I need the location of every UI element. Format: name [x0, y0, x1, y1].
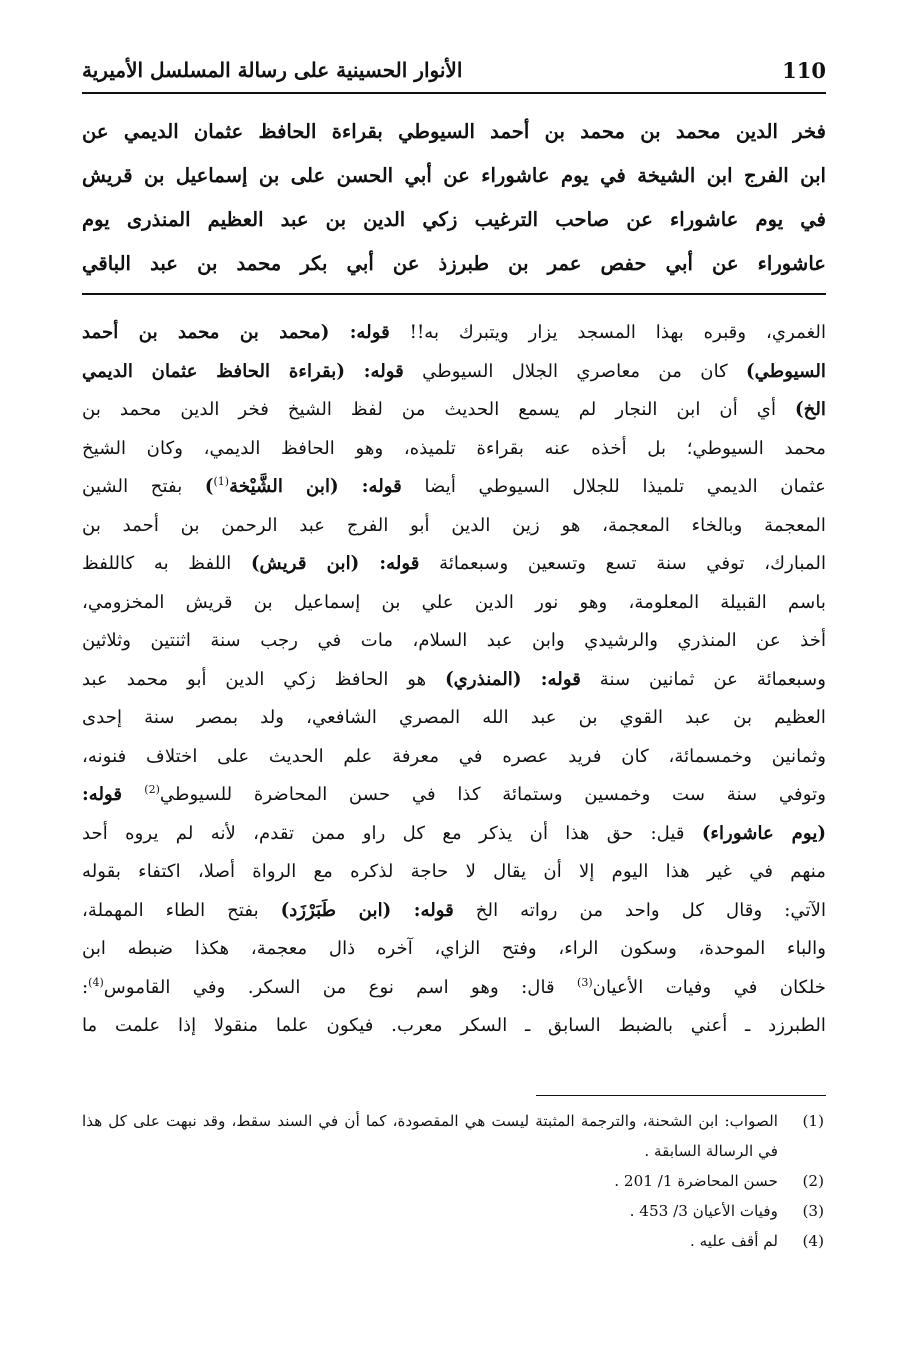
footnote-number: (3) [802, 1202, 824, 1220]
main-text-line: ابن الفرج ابن الشيخة في يوم عاشوراء عن أبي الحسن على بن إسماعيل بن قريش [82, 164, 826, 187]
commentary-line [82, 892, 826, 931]
commentary-text: كان من معاصري الجلال السيوطي [403, 360, 747, 382]
commentary-keyword: قوله: (بقراءة الحافظ عثمان الديمي [82, 360, 404, 382]
footnote-separator [536, 1095, 826, 1096]
commentary-line [82, 353, 826, 392]
footnote-number: (2) [802, 1172, 824, 1190]
commentary-keyword: الخ) [795, 399, 826, 420]
commentary-text: : [82, 976, 89, 998]
commentary-keyword: قوله: (المنذري) [445, 668, 581, 690]
commentary-text: بفتح الشين [82, 476, 205, 497]
running-title: الأنوار الحسينية على رسالة المسلسل الأميرية [82, 58, 463, 82]
footnote-text: لم أقف عليه . [689, 1232, 778, 1250]
commentary-line [82, 545, 826, 584]
footnote-text: الصواب: ابن الشحنة، والترجمة المثبتة ليست هي المقصودة، كما أن في السند سقط، وقد نبهت على كل هذا في الرسالة السابقة . [82, 1112, 778, 1160]
commentary-keyword: السيوطي) [746, 360, 826, 382]
commentary-line [82, 969, 826, 1008]
commentary-keyword: قوله: (ابن الشَّيْخة [229, 476, 402, 497]
commentary-line: المعجمة وبالخاء المعجمة، هو زين الدين أبو الفرج عبد الرحمن بن أحمد بن [82, 514, 826, 536]
commentary-text: أي أن ابن النجار لم يسمع الحديث من لفظ الشيخ فخر الدين محمد بن [82, 399, 796, 420]
main-text-line: عاشوراء عن أبي حفص عمر بن طبرزذ عن أبي بكر محمد بن عبد الباقي [82, 252, 826, 275]
commentary-line: الطبرزد ـ أعني بالضبط السابق ـ السكر معرب. فيكون علما منقولا إذا علمت ما [82, 1015, 826, 1036]
footnote-number: (4) [802, 1232, 824, 1250]
commentary-line: محمد السيوطي؛ بل أخذه عنه بقراءة تلميذه، وهو الحافظ الديمي، وكان الشيخ [82, 437, 826, 459]
commentary-keyword: قوله: [82, 784, 145, 805]
footnote-item [82, 1226, 826, 1256]
running-header [82, 50, 826, 90]
header-divider [82, 92, 826, 94]
main-text-divider [82, 293, 826, 295]
page-number: 110 [782, 58, 826, 83]
commentary-keyword: ) [204, 476, 214, 497]
commentary-line [82, 391, 826, 430]
commentary-text: اللفظ به كاللفظ [82, 553, 251, 574]
commentary-line [82, 815, 826, 854]
footnote-ref[interactable]: (2) [144, 782, 160, 796]
commentary-keyword: قوله: (محمد بن محمد بن أحمد [82, 322, 390, 343]
commentary-line: منهم في غير هذا اليوم إلا أن يقال لا حاجة لذكره مع الرواة أصلا، اكتفاء بقوله [82, 861, 826, 882]
footnote-text: حسن المحاضرة 1/ 201 . [614, 1172, 778, 1190]
commentary-text: قيل: حق هذا أن يذكر مع كل راو ممن تقدم، لأنه لم يروه أحد [82, 822, 702, 844]
footnote-number: (1) [802, 1112, 824, 1130]
commentary-text: عثمان الديمي تلميذا للجلال السيوطي أيضا [401, 476, 826, 497]
commentary-line [82, 776, 826, 815]
footnote-item [82, 1106, 826, 1166]
commentary-line: باسم القبيلة المعلومة، وهو نور الدين علي بن إسماعيل بن قريش المخزومي، [82, 591, 826, 613]
commentary-line: والباء الموحدة، وسكون الراء، وفتح الزاي، آخره ذال معجمة، هكذا ضبطه ابن [82, 938, 826, 959]
commentary-text: قال: وهو اسم نوع من السكر. وفي القاموس [103, 976, 578, 998]
commentary-text: وسبعمائة عن ثمانين سنة [580, 668, 826, 690]
main-text-line: في يوم عاشوراء عن صاحب الترغيب زكي الدين بن عبد العظيم المنذرى يوم [82, 208, 826, 231]
footnotes [82, 1106, 826, 1256]
commentary-line [82, 314, 826, 353]
footnote-item [82, 1166, 826, 1196]
commentary-line [82, 468, 826, 507]
footnote-ref[interactable]: (1) [213, 474, 230, 488]
main-text [82, 110, 826, 286]
commentary-text: الغمري، وقبره بهذا المسجد يزار ويتبرك به!! [389, 322, 826, 343]
footnote-ref[interactable]: (4) [88, 975, 104, 989]
footnote-item [82, 1196, 826, 1226]
commentary-keyword: (يوم عاشوراء) [701, 822, 826, 844]
footnote-text: وفيات الأعيان 3/ 453 . [629, 1202, 778, 1220]
commentary-text: الآتي: وقال كل واحد من رواته الخ [453, 899, 826, 921]
footnote-ref[interactable]: (3) [577, 975, 593, 989]
commentary-text: بفتح الطاء المهملة، [82, 899, 281, 921]
commentary-line [82, 661, 826, 700]
commentary-text: وتوفي سنة ست وخمسين وستمائة كذا في حسن المحاضرة للسيوطي [159, 784, 826, 805]
commentary-text: هو الحافظ زكي الدين أبو محمد عبد [82, 668, 446, 690]
commentary-keyword: قوله: (ابن قريش) [250, 553, 420, 574]
commentary-line: العظيم بن عبد القوي بن عبد الله المصري الشافعي، ولد بمصر سنة إحدى [82, 707, 826, 728]
commentary-text: المبارك، توفي سنة تسع وتسعين وسبعمائة [419, 553, 826, 574]
commentary-line: أخذ عن المنذري والرشيدي وابن عبد السلام، مات في رجب سنة اثنتين وثلاثين [82, 630, 826, 651]
commentary-text: خلكان في وفيات الأعيان [592, 976, 826, 998]
commentary-line: وثمانين وخمسمائة، كان فريد عصره في معرفة علم الحديث على اختلاف فنونه، [82, 745, 826, 767]
commentary-keyword: قوله: (ابن طَبَرْزَد) [280, 899, 454, 921]
commentary [82, 314, 826, 1046]
main-text-line: فخر الدين محمد بن محمد بن أحمد السيوطي بقراءة الحافظ عثمان الديمي عن [82, 120, 826, 143]
